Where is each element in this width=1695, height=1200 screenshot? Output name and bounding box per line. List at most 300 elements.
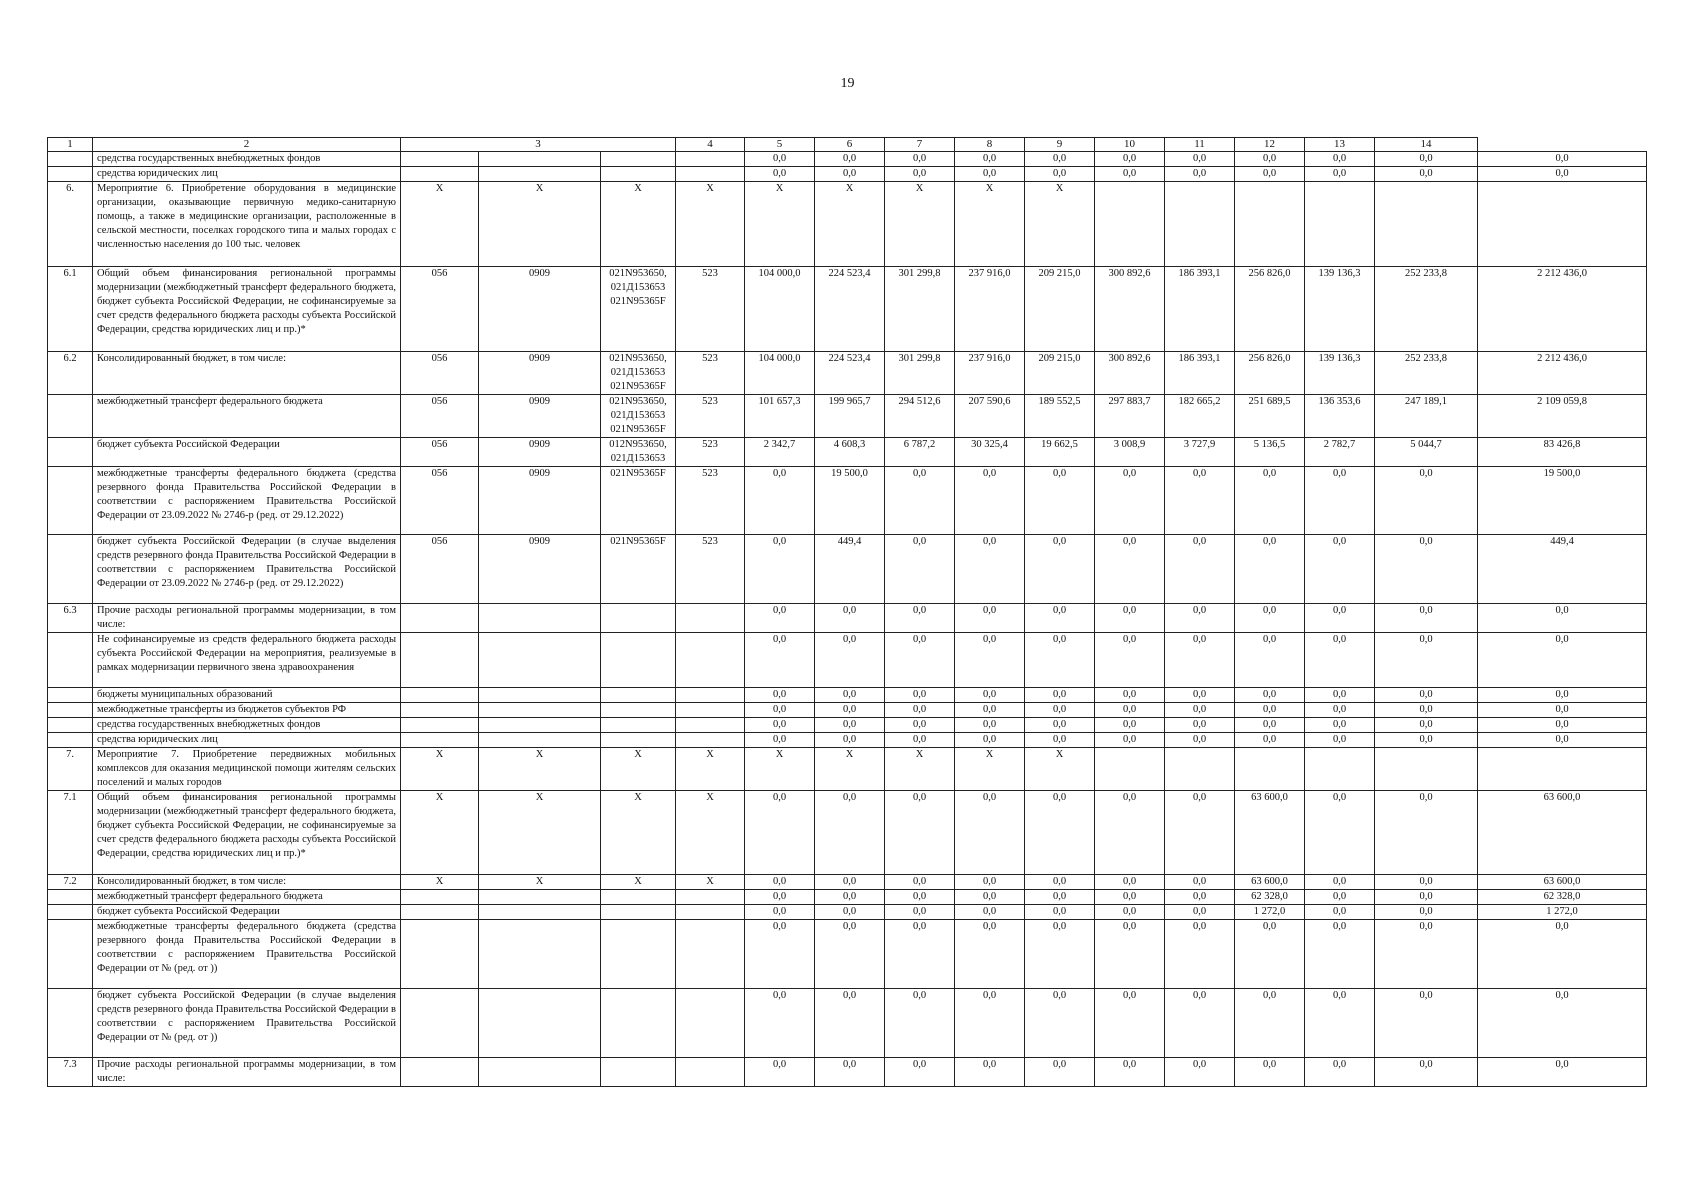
value-cell: 19 500,0 [1478, 467, 1647, 535]
code-department: X [401, 875, 479, 890]
row-label: Прочие расходы региональной программы модернизации, в том числе: [93, 604, 401, 633]
value-cell: 0,0 [885, 152, 955, 167]
value-cell: 0,0 [955, 989, 1025, 1058]
code-target-article: 021N95365F [601, 467, 676, 535]
code-section [479, 905, 601, 920]
value-cell: 0,0 [1025, 633, 1095, 688]
row-label: бюджет субъекта Российской Федерации (в случае выделения средств резервного фонда Правительства Российской Федерации в соответствии с распоряжением Правительства Российской Федерации от № (ред. от )) [93, 989, 401, 1058]
row-label: Мероприятие 6. Приобретение оборудования в медицинские организации, оказывающие первичную медико-санитарную помощь, а также в медицинские организации, расположенные в сельской местности, поселках городского типа и малых городах с численностью населения до 100 тыс. человек [93, 182, 401, 267]
code-section: X [479, 748, 601, 791]
value-cell: 0,0 [1375, 703, 1478, 718]
value-cell: 0,0 [1305, 703, 1375, 718]
header-cell-1: 1 [48, 138, 93, 152]
value-cell: 0,0 [1305, 875, 1375, 890]
code-section [479, 718, 601, 733]
value-cell: 0,0 [1095, 152, 1165, 167]
value-cell: 62 328,0 [1478, 890, 1647, 905]
row-label: бюджет субъекта Российской Федерации (в случае выделения средств резервного фонда Правительства Российской Федерации в соответствии с распоряжением Правительства Российской Федерации от 23.09.2022 № 2746-р (ред. от 29.12.2022) [93, 535, 401, 604]
value-cell: 0,0 [1235, 733, 1305, 748]
row-number: 6. [48, 182, 93, 267]
value-cell: 0,0 [885, 633, 955, 688]
value-cell: 0,0 [1095, 733, 1165, 748]
value-cell: 0,0 [1305, 718, 1375, 733]
value-cell: 0,0 [955, 890, 1025, 905]
value-cell: 63 600,0 [1235, 875, 1305, 890]
value-cell: 0,0 [1025, 467, 1095, 535]
code-target-article: 021N953650, 021Д153653 021N95365F [601, 395, 676, 438]
value-cell: 0,0 [815, 703, 885, 718]
value-cell: 0,0 [1305, 733, 1375, 748]
value-cell: 0,0 [1165, 718, 1235, 733]
value-cell: 0,0 [1375, 604, 1478, 633]
code-section: 0909 [479, 267, 601, 352]
value-cell: 0,0 [815, 1058, 885, 1087]
value-cell: 0,0 [1305, 920, 1375, 989]
code-section: X [479, 875, 601, 890]
row-label: Мероприятие 7. Приобретение передвижных мобильных комплексов для оказания медицинской помощи жителям сельских поселений и малых городов [93, 748, 401, 791]
header-cell-9: 9 [1025, 138, 1095, 152]
code-expense-type [676, 733, 745, 748]
value-cell: 186 393,1 [1165, 267, 1235, 352]
value-cell: 2 109 059,8 [1478, 395, 1647, 438]
row-label: Общий объем финансирования региональной программы модернизации (межбюджетный трансферт федерального бюджета, бюджет субъекта Российской Федерации, не софинансируемые за счет средств федерального бюджета расходы субъекта Российской Федерации, средства юридических лиц и пр.)* [93, 791, 401, 875]
value-cell: 0,0 [1305, 152, 1375, 167]
value-cell: 0,0 [1165, 535, 1235, 604]
value-cell: 0,0 [1305, 167, 1375, 182]
value-cell: 224 523,4 [815, 267, 885, 352]
value-cell: 5 136,5 [1235, 438, 1305, 467]
table-row [48, 633, 1647, 688]
value-cell: 199 965,7 [815, 395, 885, 438]
value-cell: 0,0 [885, 791, 955, 875]
row-number [48, 905, 93, 920]
code-department [401, 920, 479, 989]
value-cell: 0,0 [1095, 718, 1165, 733]
row-label: бюджеты муниципальных образований [93, 688, 401, 703]
code-target-article [601, 604, 676, 633]
code-expense-type [676, 989, 745, 1058]
financing-table [47, 137, 1647, 1087]
value-cell: X [885, 182, 955, 267]
header-cell-5: 5 [745, 138, 815, 152]
code-department [401, 688, 479, 703]
value-cell: 0,0 [815, 688, 885, 703]
value-cell: 297 883,7 [1095, 395, 1165, 438]
value-cell: 0,0 [745, 791, 815, 875]
row-number [48, 890, 93, 905]
value-cell: 0,0 [1375, 1058, 1478, 1087]
table-row [48, 890, 1647, 905]
value-cell: 0,0 [815, 604, 885, 633]
value-cell: 136 353,6 [1305, 395, 1375, 438]
row-label: средства юридических лиц [93, 733, 401, 748]
value-cell: 0,0 [885, 688, 955, 703]
value-cell: 209 215,0 [1025, 352, 1095, 395]
value-cell: 0,0 [815, 152, 885, 167]
value-cell: 186 393,1 [1165, 352, 1235, 395]
code-section [479, 989, 601, 1058]
row-label: Общий объем финансирования региональной программы модернизации (межбюджетный трансферт федерального бюджета, бюджет субъекта Российской Федерации, не софинансируемые за счет средств федерального бюджета расходы субъекта Российской Федерации, средства юридических лиц и пр.)* [93, 267, 401, 352]
code-section: X [479, 791, 601, 875]
value-cell: 0,0 [745, 703, 815, 718]
value-cell: 0,0 [885, 890, 955, 905]
value-cell: 0,0 [1235, 152, 1305, 167]
value-cell: 0,0 [955, 791, 1025, 875]
code-section [479, 633, 601, 688]
value-cell: 0,0 [1375, 920, 1478, 989]
value-cell: 19 500,0 [815, 467, 885, 535]
value-cell: 0,0 [745, 535, 815, 604]
value-cell: 0,0 [955, 1058, 1025, 1087]
value-cell: 252 233,8 [1375, 352, 1478, 395]
value-cell: 0,0 [1375, 905, 1478, 920]
value-cell: 0,0 [1165, 733, 1235, 748]
value-cell: 0,0 [885, 1058, 955, 1087]
value-cell: 0,0 [815, 890, 885, 905]
value-cell: 449,4 [1478, 535, 1647, 604]
value-cell: 0,0 [885, 733, 955, 748]
table-row [48, 267, 1647, 352]
value-cell: 0,0 [745, 920, 815, 989]
code-expense-type: 523 [676, 267, 745, 352]
value-cell: 0,0 [1478, 604, 1647, 633]
value-cell: 0,0 [1478, 152, 1647, 167]
header-cell-10: 10 [1095, 138, 1165, 152]
value-cell: 0,0 [745, 875, 815, 890]
value-cell: 62 328,0 [1235, 890, 1305, 905]
value-cell: 0,0 [1025, 688, 1095, 703]
value-cell: 0,0 [1235, 688, 1305, 703]
row-number [48, 920, 93, 989]
value-cell: 0,0 [1095, 890, 1165, 905]
row-label: Консолидированный бюджет, в том числе: [93, 875, 401, 890]
value-cell: 0,0 [885, 167, 955, 182]
header-cell-6: 6 [815, 138, 885, 152]
value-cell: 300 892,6 [1095, 267, 1165, 352]
value-cell: 0,0 [955, 703, 1025, 718]
row-number [48, 733, 93, 748]
value-cell: 0,0 [955, 920, 1025, 989]
value-cell: 301 299,8 [885, 352, 955, 395]
value-cell: 0,0 [745, 890, 815, 905]
value-cell: 0,0 [1235, 703, 1305, 718]
value-cell: 0,0 [1375, 535, 1478, 604]
code-expense-type: 523 [676, 438, 745, 467]
table-row [48, 718, 1647, 733]
row-number [48, 167, 93, 182]
value-cell: 301 299,8 [885, 267, 955, 352]
code-section [479, 167, 601, 182]
row-label: бюджет субъекта Российской Федерации [93, 905, 401, 920]
code-target-article [601, 718, 676, 733]
value-cell: 0,0 [1165, 989, 1235, 1058]
header-cell-3: 3 [401, 138, 676, 152]
value-cell: 0,0 [885, 989, 955, 1058]
value-cell: 2 782,7 [1305, 438, 1375, 467]
code-department: X [401, 182, 479, 267]
value-cell [1235, 748, 1305, 791]
value-cell: 0,0 [1025, 733, 1095, 748]
row-number: 7. [48, 748, 93, 791]
value-cell: 0,0 [1375, 152, 1478, 167]
row-number: 6.2 [48, 352, 93, 395]
value-cell: 0,0 [1375, 167, 1478, 182]
value-cell: 139 136,3 [1305, 267, 1375, 352]
value-cell: 0,0 [885, 604, 955, 633]
code-target-article [601, 633, 676, 688]
table-row [48, 352, 1647, 395]
value-cell: 0,0 [1025, 167, 1095, 182]
value-cell: 0,0 [1478, 989, 1647, 1058]
value-cell: 1 272,0 [1235, 905, 1305, 920]
value-cell: 0,0 [885, 875, 955, 890]
value-cell: 6 787,2 [885, 438, 955, 467]
value-cell: 0,0 [1025, 718, 1095, 733]
value-cell: 0,0 [1025, 989, 1095, 1058]
value-cell: 0,0 [815, 633, 885, 688]
value-cell [1095, 748, 1165, 791]
value-cell: 0,0 [1478, 1058, 1647, 1087]
row-label: межбюджетный трансферт федерального бюджета [93, 395, 401, 438]
value-cell [1305, 748, 1375, 791]
value-cell: 0,0 [815, 733, 885, 748]
value-cell: 0,0 [955, 718, 1025, 733]
value-cell: 0,0 [1095, 875, 1165, 890]
code-expense-type [676, 688, 745, 703]
value-cell: 294 512,6 [885, 395, 955, 438]
value-cell [1165, 182, 1235, 267]
value-cell [1235, 182, 1305, 267]
row-number [48, 718, 93, 733]
value-cell: X [885, 748, 955, 791]
value-cell: X [815, 182, 885, 267]
value-cell: 0,0 [1235, 604, 1305, 633]
value-cell: 0,0 [1025, 875, 1095, 890]
code-department [401, 167, 479, 182]
value-cell: 3 727,9 [1165, 438, 1235, 467]
value-cell: 83 426,8 [1478, 438, 1647, 467]
value-cell: 0,0 [1305, 1058, 1375, 1087]
value-cell: 0,0 [815, 167, 885, 182]
value-cell: 0,0 [1165, 1058, 1235, 1087]
value-cell: 0,0 [1165, 467, 1235, 535]
row-number [48, 535, 93, 604]
value-cell: 0,0 [1375, 791, 1478, 875]
code-section [479, 152, 601, 167]
value-cell: 0,0 [1235, 1058, 1305, 1087]
value-cell: 0,0 [1165, 688, 1235, 703]
code-section [479, 733, 601, 748]
row-number [48, 688, 93, 703]
code-department: 056 [401, 535, 479, 604]
code-expense-type: X [676, 791, 745, 875]
header-row [48, 138, 1647, 152]
value-cell: 104 000,0 [745, 352, 815, 395]
code-department [401, 703, 479, 718]
value-cell: 0,0 [955, 875, 1025, 890]
value-cell: 0,0 [1095, 688, 1165, 703]
row-number: 7.1 [48, 791, 93, 875]
row-label: Консолидированный бюджет, в том числе: [93, 352, 401, 395]
value-cell: 0,0 [815, 920, 885, 989]
code-section [479, 890, 601, 905]
code-department [401, 905, 479, 920]
table-row [48, 920, 1647, 989]
value-cell: 0,0 [745, 633, 815, 688]
code-section [479, 688, 601, 703]
table-row [48, 535, 1647, 604]
value-cell: 0,0 [745, 604, 815, 633]
value-cell: 0,0 [1235, 920, 1305, 989]
value-cell: 0,0 [955, 688, 1025, 703]
value-cell [1165, 748, 1235, 791]
value-cell: 0,0 [1478, 688, 1647, 703]
value-cell: 0,0 [1375, 633, 1478, 688]
value-cell: 0,0 [1165, 703, 1235, 718]
value-cell: X [745, 748, 815, 791]
table-row [48, 791, 1647, 875]
row-number [48, 467, 93, 535]
code-expense-type: X [676, 748, 745, 791]
code-expense-type [676, 703, 745, 718]
value-cell: 0,0 [1025, 152, 1095, 167]
code-department: 056 [401, 395, 479, 438]
value-cell: 0,0 [745, 718, 815, 733]
code-expense-type: 523 [676, 467, 745, 535]
value-cell: 0,0 [815, 989, 885, 1058]
value-cell: 0,0 [955, 167, 1025, 182]
row-number [48, 633, 93, 688]
row-number [48, 395, 93, 438]
row-label: бюджет субъекта Российской Федерации [93, 438, 401, 467]
row-number [48, 703, 93, 718]
row-number [48, 438, 93, 467]
code-department [401, 989, 479, 1058]
value-cell: 0,0 [1095, 167, 1165, 182]
row-label: межбюджетные трансферты федерального бюджета (средства резервного фонда Правительства Российской Федерации в соответствии с распоряжением Правительства Российской Федерации от 23.09.2022 № 2746-р (ред. от 29.12.2022) [93, 467, 401, 535]
value-cell: 0,0 [955, 905, 1025, 920]
code-department [401, 1058, 479, 1087]
code-department: 056 [401, 267, 479, 352]
row-number: 7.3 [48, 1058, 93, 1087]
row-label: межбюджетные трансферты федерального бюджета (средства резервного фонда Правительства Российской Федерации в соответствии с распоряжением Правительства Российской Федерации от № (ред. от )) [93, 920, 401, 989]
row-number: 6.3 [48, 604, 93, 633]
value-cell: X [1025, 182, 1095, 267]
value-cell: 0,0 [745, 989, 815, 1058]
table-row [48, 748, 1647, 791]
value-cell: 0,0 [885, 718, 955, 733]
row-number [48, 152, 93, 167]
value-cell: 0,0 [885, 920, 955, 989]
code-target-article [601, 989, 676, 1058]
table-row [48, 395, 1647, 438]
value-cell: 0,0 [1095, 1058, 1165, 1087]
value-cell: 0,0 [1095, 989, 1165, 1058]
value-cell: 0,0 [1478, 167, 1647, 182]
code-department [401, 633, 479, 688]
code-target-article: 021N953650, 021Д153653 021N95365F [601, 352, 676, 395]
value-cell: 189 552,5 [1025, 395, 1095, 438]
code-section: 0909 [479, 395, 601, 438]
code-department [401, 604, 479, 633]
value-cell: 0,0 [955, 604, 1025, 633]
value-cell: 0,0 [1165, 890, 1235, 905]
value-cell: 5 044,7 [1375, 438, 1478, 467]
code-section [479, 703, 601, 718]
code-department [401, 718, 479, 733]
table-row [48, 905, 1647, 920]
value-cell: 0,0 [745, 467, 815, 535]
value-cell: 0,0 [955, 633, 1025, 688]
code-expense-type [676, 167, 745, 182]
code-expense-type [676, 920, 745, 989]
row-number [48, 989, 93, 1058]
value-cell: 0,0 [1305, 604, 1375, 633]
value-cell: 0,0 [1165, 920, 1235, 989]
value-cell [1305, 182, 1375, 267]
table-row [48, 1058, 1647, 1087]
value-cell: 0,0 [1235, 467, 1305, 535]
value-cell: 0,0 [1305, 905, 1375, 920]
code-department: 056 [401, 467, 479, 535]
code-section [479, 604, 601, 633]
value-cell: 237 916,0 [955, 352, 1025, 395]
value-cell: 63 600,0 [1478, 875, 1647, 890]
value-cell: 0,0 [1478, 718, 1647, 733]
value-cell: X [1025, 748, 1095, 791]
row-label: межбюджетные трансферты из бюджетов субъектов РФ [93, 703, 401, 718]
value-cell: 0,0 [1025, 703, 1095, 718]
code-department: 056 [401, 438, 479, 467]
value-cell: 0,0 [1375, 875, 1478, 890]
code-expense-type [676, 633, 745, 688]
value-cell: 2 342,7 [745, 438, 815, 467]
value-cell: 0,0 [1025, 920, 1095, 989]
value-cell [1478, 182, 1647, 267]
value-cell: 0,0 [815, 791, 885, 875]
value-cell: 0,0 [1305, 890, 1375, 905]
table-row [48, 167, 1647, 182]
value-cell: 0,0 [815, 875, 885, 890]
value-cell: 252 233,8 [1375, 267, 1478, 352]
code-department [401, 890, 479, 905]
value-cell: 139 136,3 [1305, 352, 1375, 395]
value-cell: X [955, 748, 1025, 791]
value-cell [1095, 182, 1165, 267]
code-section: 0909 [479, 467, 601, 535]
value-cell: 0,0 [885, 905, 955, 920]
table-row [48, 989, 1647, 1058]
header-cell-13: 13 [1305, 138, 1375, 152]
value-cell: 0,0 [1375, 688, 1478, 703]
code-expense-type [676, 152, 745, 167]
table-row [48, 438, 1647, 467]
value-cell: 0,0 [885, 703, 955, 718]
value-cell: 0,0 [955, 535, 1025, 604]
code-section: X [479, 182, 601, 267]
value-cell: 0,0 [1025, 535, 1095, 604]
code-expense-type [676, 1058, 745, 1087]
code-expense-type: 523 [676, 395, 745, 438]
value-cell: 0,0 [1375, 989, 1478, 1058]
value-cell: 63 600,0 [1235, 791, 1305, 875]
value-cell: 449,4 [815, 535, 885, 604]
value-cell: 0,0 [745, 1058, 815, 1087]
row-label: Не софинансируемые из средств федерального бюджета расходы субъекта Российской Федерации на мероприятия, реализуемые в рамках модернизации первичного звена здравоохранения [93, 633, 401, 688]
code-target-article [601, 905, 676, 920]
value-cell: 0,0 [1025, 890, 1095, 905]
row-label: Прочие расходы региональной программы модернизации, в том числе: [93, 1058, 401, 1087]
